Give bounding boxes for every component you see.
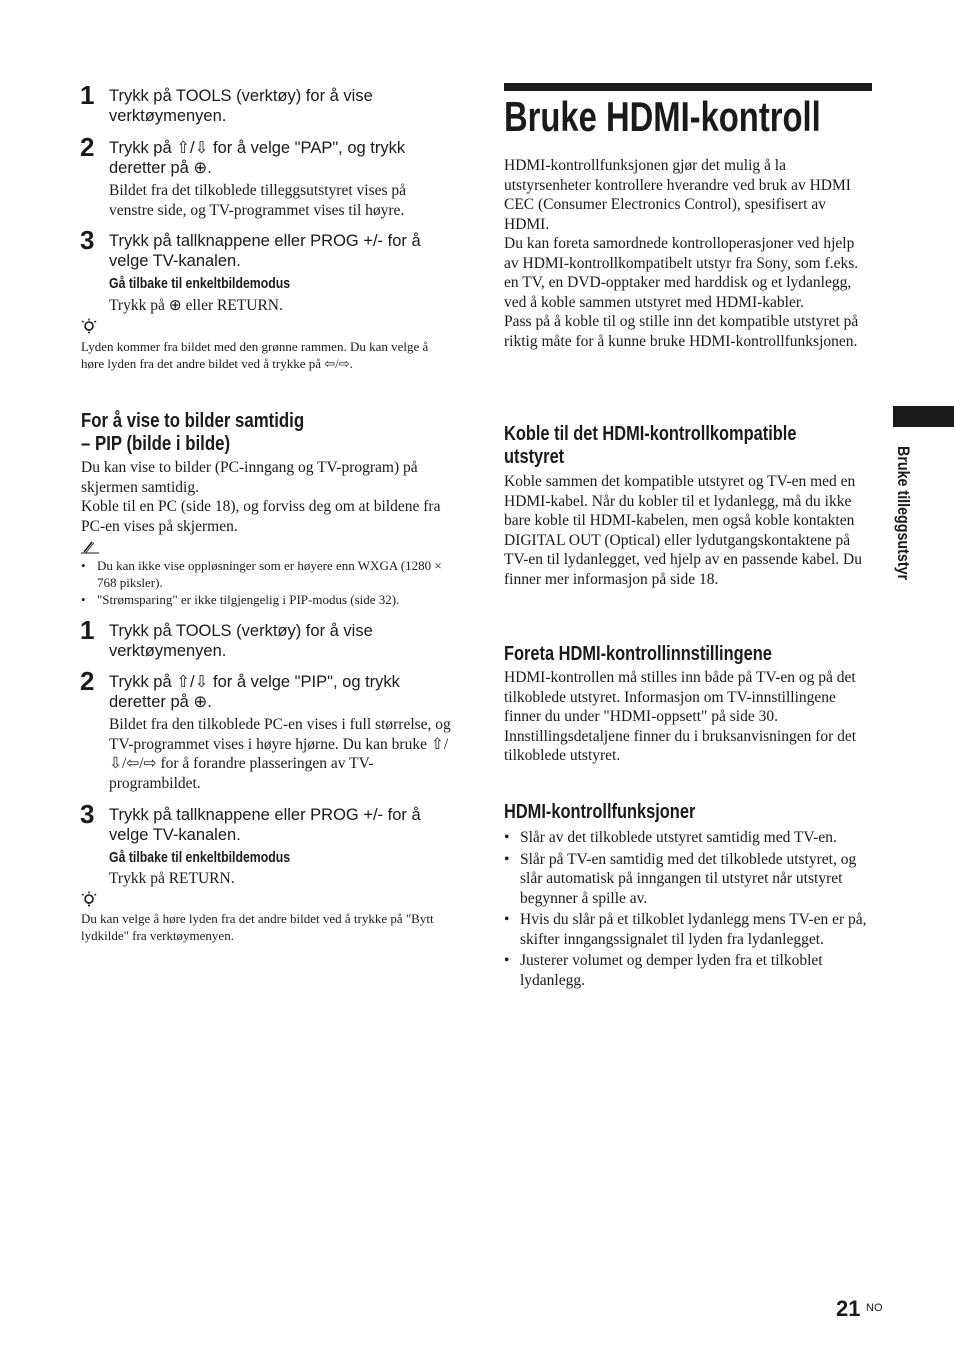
sub-text: Trykk på ⊕ eller RETURN. [109,297,283,314]
step-text: Trykk på tallknappene eller PROG +/- for å velge TV-kanalen. [109,806,421,844]
notes-list [81,557,455,608]
intro-text [504,156,872,351]
page-title: Bruke HDMI-kontroll [504,93,821,140]
sub-text: Trykk på RETURN. [109,870,235,887]
step-number: 3 [80,799,95,829]
list-item: • "Strømsparing" er ikke tilgjengelig i PIP-modus (side 32). [81,591,455,608]
section-heading: HDMI-kontrollfunksjoner [504,801,696,823]
step-number: 3 [80,225,95,255]
step-description: Bildet fra det tilkoblede tilleggsutstyret vises på venstre side, og TV-programmet vises til høyre. [109,182,407,219]
step-text: Trykk på tallknappene eller PROG +/- for å velge TV-kanalen. [109,232,421,270]
paragraph: Koble sammen det kompatible utstyret og TV-en med en HDMI-kabel. Når du kobler til et lydanlegg, må du ikke bare koble til HDMI-kabelen, men også koble kontakten DIGITAL OUT (Optical) eller lydutgangskontaktene på TV-en til lydanlegget, ved hjelp av en passende kabel. Du finner mer informasjon på side 18. [504,473,862,588]
tip-text: Lyden kommer fra bildet med den grønne rammen. Du kan velge å høre lyden fra det andre bildet ved å trykke på ⇦/⇨. [81,339,429,371]
section-heading: For å vise to bilder samtidig – PIP (bilde i bilde) [81,410,305,455]
paragraph: Du kan vise to bilder (PC-inngang og TV-program) på skjermen samtidig. [81,459,418,496]
lightbulb-icon [80,318,98,336]
step-text: Trykk på ⇧/⇩ for å velge "PIP", og trykk deretter på ⊕. [109,673,400,711]
step-text: Trykk på ⇧/⇩ for å velge "PAP", og trykk deretter på ⊕. [109,139,406,177]
list-item: • Slår av det tilkoblede utstyret samtidig med TV-en. [504,828,872,848]
step-description: Bildet fra den tilkoblede PC-en vises i full størrelse, og TV-programmet vises i høyre hjørne. Du kan bruke ⇧/⇩/⇦/⇨ for å forandre plasseringen av TV-programbildet. [109,716,451,792]
step-number: 2 [80,666,95,696]
paragraph: Pass på å koble til og stille inn det kompatible utstyret på riktig måte for å kunne bruke HDMI-kontrollfunksjonen. [504,313,859,350]
step-text: Trykk på TOOLS (verktøy) for å vise verktøymenyen. [109,87,373,125]
paragraph: HDMI-kontrollen må stilles inn både på TV-en og på det tilkoblede utstyret. Informasjon om TV-innstillingene finner du under "HDMI-oppsett" på side 30. Innstillingsdetaljene finner du i bruksanvisningen for det tilkoblede utstyret. [504,669,857,764]
tip-text: Du kan velge å høre lyden fra det andre bildet ved å trykke på "Bytt lydkilde" fra verktøymenyen. [81,911,434,943]
paragraph: HDMI-kontrollfunksjonen gjør det mulig å la utstyrsenheter kontrollere hverandre ved bruk av HDMI CEC (Consumer Electronics Control), spesifisert av HDMI. [504,157,851,233]
list-item: • Hvis du slår på et tilkoblet lydanlegg mens TV-en er på, skifter inngangssignalet til lyden fra lydanlegget. [504,910,872,949]
title-rule [504,83,872,91]
pencil-note-icon [81,540,101,554]
page-number: 21 [836,1296,861,1321]
step-number: 1 [80,80,95,110]
list-item: • Du kan ikke vise oppløsninger som er høyere enn WXGA (1280 × 768 piksler). [81,557,455,591]
language-code: NO [866,1302,883,1314]
paragraph: Du kan foreta samordnede kontrolloperasjoner ved hjelp av HDMI-kontrollkompatibelt utstyr fra Sony, som f.eks. en TV, en DVD-opptaker med harddisk og et lydanlegg, ved å koble sammen utstyret med HDMI-kabler. [504,235,859,311]
step-text: Trykk på TOOLS (verktøy) for å vise verktøymenyen. [109,622,373,660]
lightbulb-icon [80,891,98,909]
functions-list [504,828,872,990]
sub-heading: Gå tilbake til enkeltbildemodus [109,275,291,292]
list-item: • Slår på TV-en samtidig med det tilkoblede utstyret, og slår automatisk på inngangen til utstyret når utstyret begynner å spille av. [504,850,872,909]
sub-heading: Gå tilbake til enkeltbildemodus [109,849,291,866]
step-number: 1 [80,615,95,645]
step-number: 2 [80,132,95,162]
section-heading: Koble til det HDMI-kontrollkompatible utstyret [504,423,797,468]
list-item: • Justerer volumet og demper lyden fra et tilkoblet lydanlegg. [504,951,872,990]
paragraph: Koble til en PC (side 18), og forviss deg om at bildene fra PC-en vises på skjermen. [81,498,441,535]
section-heading: Foreta HDMI-kontrollinnstillingene [504,643,772,665]
side-tab-marker [893,406,954,427]
side-tab-label: Bruke tilleggsutstyr [894,446,913,581]
